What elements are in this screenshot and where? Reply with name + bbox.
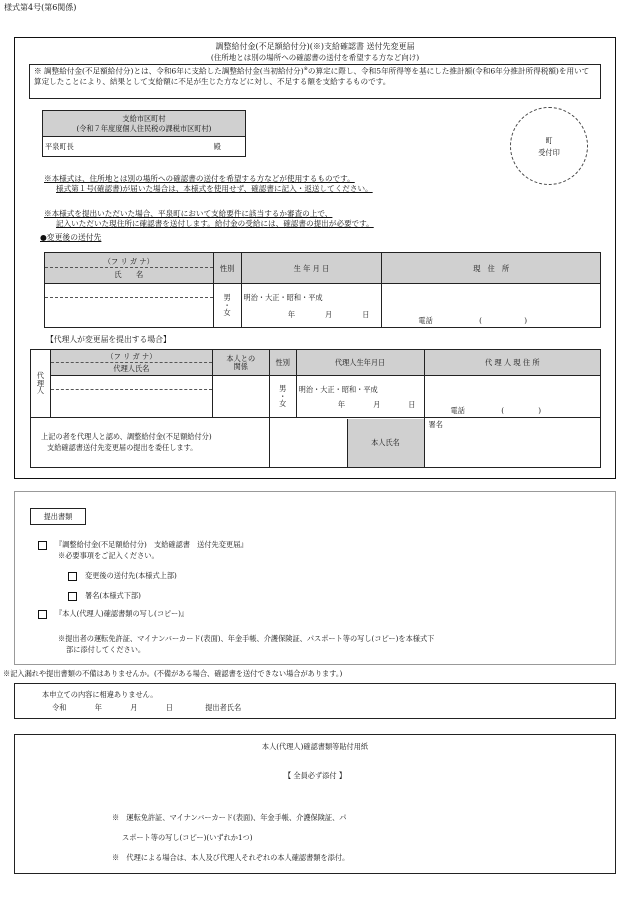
id-note-b: 部に添付してください。 [66,645,146,654]
reception-stamp-circle [510,107,588,185]
municipality-header-2: (令和７年度度個人住民税の課税市区町村) [76,123,212,133]
destination-table [44,252,601,328]
agent-gender-options[interactable]: 男 ・ 女 [269,376,296,418]
doc-sub-1-label: 変更後の送付先(本様式上部) [85,571,177,580]
agent-name-header [50,350,212,376]
dest-furigana-input[interactable] [45,284,213,298]
declaration-era: 令和 [52,703,67,712]
declaration-text: 本申立ての内容に相違ありません。 [42,690,158,699]
municipality-header [43,111,246,137]
form-title: 調整給付金(不足額給付分)(※)支給確認書 送付先変更届 [215,42,415,51]
doc-sub-2-label: 署名(本様式下部) [85,591,141,600]
definition-note-text: ※ 調整給付金(不足額給付分)とは、令和6年に支給した調整給付金(当初給付分) [34,66,304,76]
agent-furigana-input[interactable] [51,376,212,390]
delegation-line-1: 上記の者を代理人と認め、調整給付金(不足額給付分) [41,432,212,442]
attach-title: 本人(代理人)確認書類等貼付用紙 [261,742,369,751]
attach-line-1: ※ 運転免許証、マイナンバーカード(表面)、年金手帳、介護保険証、パ [112,813,347,822]
attach-required: 【 全員必ず添付 】 [283,771,347,780]
doc-sub-2-checkbox[interactable] [68,592,77,601]
stamp-line-1: 町 [545,136,553,145]
declaration-month: 月 [130,703,138,712]
agent-phone-close: ) [538,406,542,415]
doc-sub-1 [68,571,177,581]
agent-heading: 【代理人が変更届を提出する場合】 [46,335,171,344]
dest-furigana-label: （フ リ ガ ナ） [45,256,213,268]
dest-name-input[interactable] [45,284,214,328]
honorific-label: 殿 [213,142,221,151]
municipality-table [42,110,246,157]
signature-label: 署名 [428,420,443,429]
id-note-a: ※提出者の運転免許証、マイナンバーカード(表面)、年金手帳、介護保険証、パスポート等の写し(コピー)を本様式下 [58,634,435,643]
agent-relation-input[interactable] [212,376,269,418]
attach-line-3: ※ 代理による場合は、本人及び代理人それぞれの本人確認書類を添付。 [112,853,350,862]
doc-item-2-label: 『本人(代理人)確認書類の写し(コピー)』 [55,609,189,618]
notice-2a: ※本様式を提出いただいた場合、平泉町において支給要件に該当するか審査の上で、 [44,209,333,218]
destination-heading: ●変更後の送付先 [40,233,102,242]
doc-item-1-checkbox[interactable] [38,541,47,550]
agent-day-unit: 日 [408,399,416,409]
doc-item-1 [38,540,248,550]
agent-era-options: 明治・大正・昭和・平成 [298,384,378,394]
delegation-line-2: 支給確認書送付先変更届の提出を委任します。 [47,442,198,452]
agent-address-header: 代 理 人 現 住 所 [424,350,601,376]
warning-text: ※記入漏れや提出書類の不備はありませんか。(不備がある場合、確認書を送付できない場合があります。) [3,669,343,678]
agent-phone-open: ( [501,406,504,415]
signature-field[interactable] [424,418,601,468]
declaration-year: 年 [94,703,102,712]
agent-table [30,349,601,468]
agent-month-unit: 月 [373,399,381,409]
documents-heading: 提出書類 [43,512,73,521]
dest-gender-options[interactable]: 男 ・ 女 [213,284,241,328]
declaration-date-row [52,703,241,712]
agent-address-input[interactable] [424,376,601,418]
definition-note [29,64,601,99]
agent-name-label: 代理人氏名 [113,364,150,373]
agent-relation-header: 本人との 関係 [212,350,269,376]
agent-year-unit: 年 [337,399,346,409]
dest-phone-label: 電話 [418,316,433,325]
form-number: 様式第4号(第6関係) [4,3,77,12]
agent-furigana-label: （フ リ ガ ナ） [51,351,212,363]
mayor-label: 平泉町長 [45,142,74,151]
agent-name-input[interactable] [50,376,212,418]
dest-name-label: 氏 名 [114,269,144,279]
agent-side-label: 代 理 人 [31,350,51,418]
dest-day-unit: 日 [362,309,370,319]
dest-month-unit: 月 [325,309,333,319]
form-subtitle: (住所地とは別の場所への確認書の送付を希望する方など向け) [210,53,420,62]
doc-item-1-note: ※必要事項をご記入ください。 [58,551,159,560]
doc-sub-1-checkbox[interactable] [68,572,77,581]
municipality-header-1: 支給市区町村 [122,113,166,123]
declaration-signer-label: 提出者氏名 [205,703,242,712]
dest-name-header [45,253,214,284]
agent-birthdate-header: 代理人生年月日 [296,350,424,376]
doc-item-1-label: 『調整給付金(不足額給付分) 支給確認書 送付先変更届』 [55,540,248,549]
dest-year-unit: 年 [287,309,296,319]
agent-birthdate-input[interactable] [296,376,424,418]
attach-line-2: スポート等の写し(コピー)(いずれか1つ) [122,833,253,842]
declaration-box [14,683,616,719]
declaration-day: 日 [165,703,173,712]
agent-phone-label: 電話 [450,406,465,415]
definition-note-sup: ※ [303,66,308,72]
dest-address-input[interactable] [382,284,601,328]
dest-birthdate-input[interactable] [241,284,382,328]
dest-phone-open: ( [479,316,482,325]
dest-phone-close: ) [524,316,528,325]
dest-era-options: 明治・大正・昭和・平成 [243,292,323,302]
doc-sub-2 [68,591,141,601]
principal-name-label: 本人氏名 [347,419,424,467]
dest-birthdate-header: 生 年 月 日 [241,253,382,284]
notice-2b: 記入いただいた現住所に確認書を送付します。給付金の受給には、確認書の提出が必要です。 [56,219,374,228]
notice-1b: 様式第１号(確認書)が届いた場合は、本様式を使用せず、確認書に記入・返送してください。 [56,184,373,193]
doc-item-2 [38,609,188,619]
dest-gender-header: 性別 [213,253,241,284]
delegation-statement [31,418,270,468]
definition-note-text-2: の算定に際し、令和5年所得等を基にした推計額(令和6年分推計所得税額)を用いて算定したことにより、結果として支給額に不足が生じた方などに対し、不足する額を支給するものです。 [34,66,590,86]
doc-item-2-checkbox[interactable] [38,610,47,619]
agent-gender-header: 性別 [269,350,296,376]
dest-address-header: 現 住 所 [382,253,601,284]
notice-1a: ※本様式は、住所地とは別の場所への確認書の送付を希望する方などが使用するものです。 [44,174,355,183]
principal-name-cell [269,418,424,468]
stamp-line-2: 受付印 [538,148,560,157]
municipality-mayor-row [43,137,246,157]
